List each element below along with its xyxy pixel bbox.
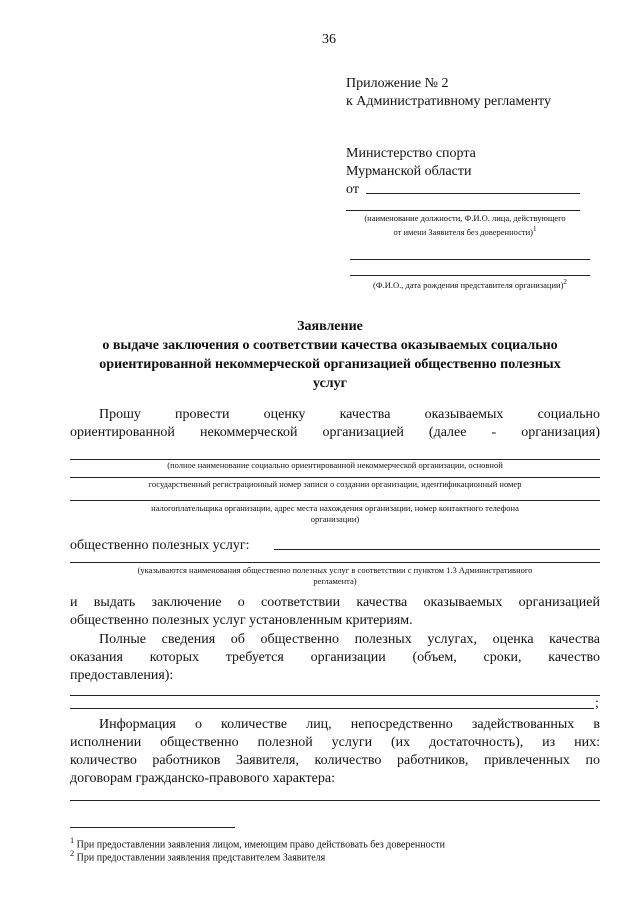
paragraph-4-line-2: исполнении общественно полезной услуги (их достаточность), из них: bbox=[70, 735, 600, 750]
paragraph-3-line-2: оказания которых требуется организации (объем, сроки, качество bbox=[70, 650, 600, 665]
title-line-4: услуг bbox=[313, 376, 347, 391]
semicolon: ; bbox=[595, 696, 599, 711]
paragraph-4-line-3: количество работников Заявителя, количество работников, привлеченных по bbox=[70, 753, 600, 768]
representative-field-line-2 bbox=[350, 275, 590, 276]
document-title: Заявление bbox=[297, 319, 363, 334]
title-line-3: ориентированной некоммерческой организацией общественно полезных bbox=[99, 357, 561, 372]
org-field-line-2 bbox=[70, 477, 600, 478]
org-note-2: государственный регистрационный номер записи о создании организации, идентификационный номер bbox=[148, 479, 522, 489]
org-note-3: налогоплательщика организации, адрес места нахождения организации, номер контактного телефона bbox=[151, 503, 519, 513]
services-field-line-2 bbox=[70, 562, 600, 563]
staff-field-line bbox=[70, 800, 600, 801]
footnote-separator bbox=[70, 827, 235, 828]
org-field-line-3 bbox=[70, 500, 600, 501]
paragraph-3-line-3: предоставления): bbox=[70, 668, 174, 683]
addressee-line-2: Мурманской области bbox=[346, 164, 472, 179]
from-field-line-2 bbox=[346, 210, 580, 211]
services-note-2: регламента) bbox=[313, 576, 357, 586]
org-note-4: организации) bbox=[310, 514, 360, 524]
paragraph-1-line-1: Прошу провести оценку качества оказываемых социально bbox=[99, 407, 600, 422]
services-label: общественно полезных услуг: bbox=[70, 538, 250, 553]
paragraph-4-line-1: Информация о количестве лиц, непосредственно задействованных в bbox=[99, 717, 600, 732]
addressee-note-1: (наименование должности, Ф.И.О. лица, действующего от имени Заявителя без доверенности)$^1$ bbox=[364, 213, 566, 237]
org-note-1: (полное наименование социально ориентированной некоммерческой организации, основной bbox=[167, 460, 503, 470]
page-number: 36 bbox=[322, 32, 336, 47]
services-note-1: (указываются наименования общественно полезных услуг в соответствии с пунктом 1.3 Административного bbox=[137, 565, 533, 575]
paragraph-2-line-1: и выдать заключение о соответствии качества оказываемых организацией bbox=[70, 595, 600, 610]
details-field-line-1 bbox=[70, 695, 600, 696]
from-label: от bbox=[346, 182, 359, 197]
appendix-line-2: к Административному регламенту bbox=[346, 94, 551, 109]
footnote-1: $^1$ При предоставлении заявления лицом, имеющим право действовать без доверенности bbox=[70, 836, 445, 851]
from-field-line bbox=[366, 193, 580, 194]
title-line-2: о выдаче заключения о соответствии качества оказываемых социально bbox=[102, 338, 558, 353]
appendix-line-1: Приложение № 2 bbox=[346, 76, 449, 91]
addressee-line-1: Министерство спорта bbox=[346, 146, 476, 161]
paragraph-2-line-2: общественно полезных услуг установленным критериям. bbox=[70, 613, 413, 628]
addressee-note-2: (Ф.И.О., дата рождения представителя организации)$^2$ bbox=[373, 278, 567, 290]
paragraph-4-line-4: договорам гражданско-правового характера: bbox=[70, 771, 335, 786]
representative-field-line bbox=[350, 259, 590, 260]
footnote-2: $^2$ При предоставлении заявления представителем Заявителя bbox=[70, 849, 326, 864]
details-field-line-2 bbox=[70, 708, 594, 709]
paragraph-1-line-2: ориентированной некоммерческой организацией (далее - организация) bbox=[70, 425, 600, 440]
paragraph-3-line-1: Полные сведения об общественно полезных услугах, оценка качества bbox=[99, 632, 600, 647]
services-field-line bbox=[274, 549, 600, 550]
